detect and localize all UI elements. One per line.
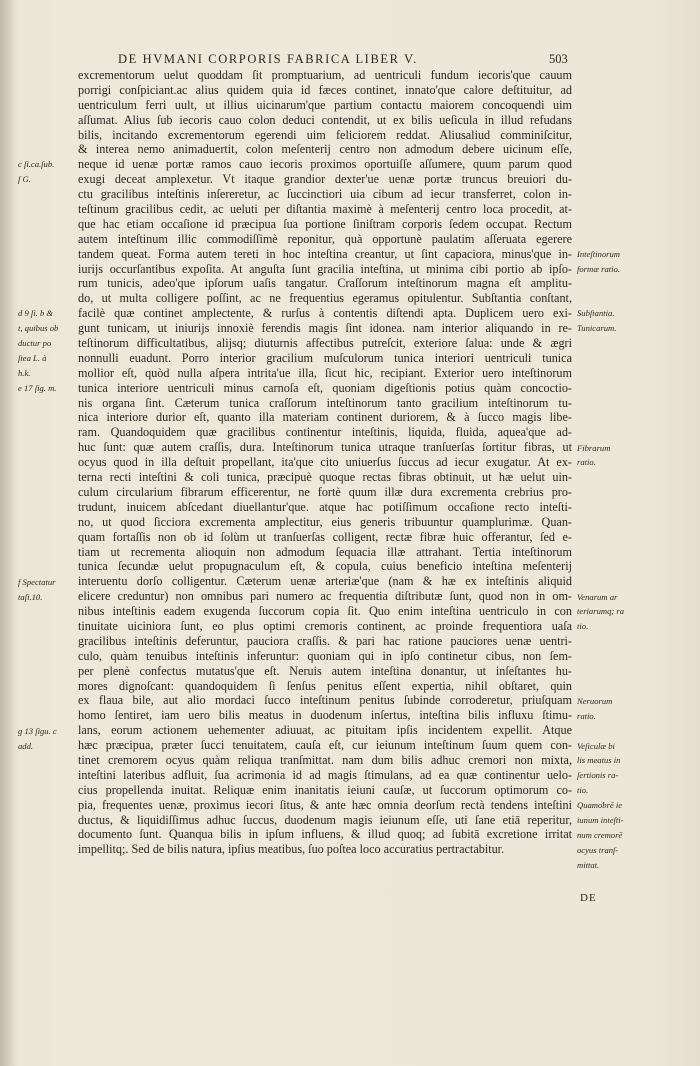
- right-margin-note: Quamobrē ie: [577, 800, 623, 811]
- right-margin-note: tio.: [577, 621, 589, 632]
- text-line: gracilibus inteſtinis deferuntur, pauciora craſſis. & pari hac ratione pauciores uenæ uentri-: [78, 633, 572, 648]
- left-margin-note: e 17 ſig. m.: [18, 382, 57, 393]
- left-margin-note: add.: [18, 740, 34, 751]
- text-line: culo, quàm tenuibus inteſtinis inferuntur: quoniam qui in ipſo continetur cibus, non ſem-: [78, 648, 572, 663]
- text-line: do, ut multa colligere poſſint, ac ne frequentius egeramus opitulentur. Subſtantia conſtant,: [78, 291, 572, 306]
- left-margin-note: h.k.: [18, 368, 31, 378]
- catchword: DE: [580, 892, 597, 904]
- text-line: tunica interiore uentriculi minus carnoſa eſt, quoniam digeſtionis potius quàm concoctio-: [78, 380, 572, 395]
- right-margin-note: Venarum ar: [577, 591, 618, 602]
- text-line: trudunt, inuicem abſcedant diuellantur'que. atque hac potiſſimum occaſione recto inteſti-: [78, 499, 572, 514]
- left-margin-note: t, quibus ob: [18, 323, 59, 334]
- right-margin-note: Neruorum: [577, 695, 613, 706]
- text-line: neque id uenæ portæ ramos cauo iecoris proximos oportuiſſe aſſumere, quum parum quod: [78, 157, 572, 172]
- text-line: aſſumat. Alius ſub iecoris cauo colon deduci contendit, ut ex bilis ueſicula in illud refudans: [78, 112, 572, 127]
- text-line: documento ſunt. Quanqua bilis in ipſum influens, & illud quoq; ad ſubitā excretione irritat: [78, 827, 572, 842]
- right-margin-note: Tunicarum.: [577, 323, 617, 334]
- text-line: terna recti inteſtini & coli tunica, præcipuè quoque rectas fibras obtinuit, ut hæ uelut uin-: [78, 470, 572, 485]
- text-line: nis organa ſint. Cæterum tunica craſſorum inteſtinorum tanto gracilium inteſtinorum tu-: [78, 395, 572, 410]
- right-margin-note: lis meatus in: [577, 755, 621, 766]
- right-margin-note: mittat.: [577, 859, 600, 870]
- left-margin-note: ſtea L. à: [18, 353, 47, 364]
- text-line: nibus inteſtinis eadem exugenda ſuccorum copia ſit. Quo enim inteſtina uentriculo in con: [78, 604, 572, 619]
- right-margin-note: ſertionis ra-: [577, 770, 619, 781]
- right-margin-note: teriarumq; ra: [577, 606, 625, 617]
- text-line: exugi deceat amplexetur. Vt itaque grandior dexter'ue uenæ portæ truncus breuiori du-: [78, 172, 572, 187]
- text-line: que hac etiam occaſione id præcipua ſua portione ſiniſtram corporis ſedem occupat. Rectum: [78, 216, 572, 231]
- binding-shadow: [0, 0, 18, 1066]
- text-line: teſtinum gracilibus cedit, ac ueluti per diſtantia maximè à meſenterij centro loca procedit, at-: [78, 202, 572, 217]
- text-line: homo ſentiret, iam uero bilis meatus in duodenum inſertus, inteſtina bilis influxu ſtimu-: [78, 708, 572, 723]
- right-margin-note: Subſtantia.: [577, 308, 615, 319]
- right-margin-note: ratio.: [577, 457, 596, 468]
- text-line: uentriculum ferri uult, ut illius uicinarum'que partium contactu maiorem concoquendi uim: [78, 97, 572, 112]
- running-head: DE HVMANI CORPORIS FABRICA LIBER V.: [118, 52, 418, 66]
- text-line: tandem queat. Forma autem tereti in hoc inteſtina creantur, ut ſint capaciora, minus'que in-: [78, 246, 572, 261]
- left-margin-note: ſ G.: [18, 174, 31, 185]
- text-line: no, ut quod ſicciora excrementa amplectitur, eius generis tribuuntur quamplurimæ. Quan-: [78, 514, 572, 529]
- right-margin-note: Inteſtinorum: [577, 248, 620, 259]
- text-line: culum circularium fibrarum efficerentur, ne fortè quum illæ dura excrementa crebrius pro-: [78, 484, 572, 499]
- text-line: per plenè confectus mutatus'que eſt. Neruis autem inteſtina donantur, ut inſeſtantes hu-: [78, 663, 572, 678]
- right-margin-note: iunum inteſti-: [577, 815, 624, 825]
- text-line: iurijs occurſantibus expoſita. At anguſta ſunt gracilia inteſtina, ut minima cibi portio ab ipſo-: [78, 261, 572, 276]
- right-margin-note: formæ ratio.: [577, 263, 620, 274]
- text-line: ctu gracilibus inteſtinis inſereretur, ac ſuccinctiori uia cibum ad iecur transferret, colon in-: [78, 187, 572, 202]
- text-line: nonnulli euadunt. Porro interior gracilium muſculorum tunica interiori uentriculi tunica: [78, 350, 572, 365]
- text-line: porrigi conſpiciant.ac alius quidem quia id fæces continet, innato'que calore deſtituitur, ad: [78, 82, 572, 97]
- left-margin-note: g 13 ſigu. c: [18, 725, 57, 736]
- text-line: nica interiore durior eſt, quanto illa materiam continent duriorem, & à ſucco magis libe-: [78, 410, 572, 425]
- text-line: mollior eſt, quòd nulla aſpera intrita'ue illa, ſicut hic, recipiant. Exterior uero inteſtinorum: [78, 365, 572, 380]
- text-line: & interea nemo animaduertit, colon meſenterij centro non admodum debere uicinum eſſe,: [78, 142, 572, 157]
- text-line: tunica ſecundæ uelut propugnaculum eſt, & copula, cuius beneficio inteſtina meſenterij: [78, 559, 572, 574]
- text-line: autem inteſtinum illic commodiſſimè reponitur, quà opportunè paulatim aſſeruata egerere: [78, 231, 572, 246]
- text-line: pia, frequentes uenæ, proximus iecori ſitus, & ante hæc omnia deorſum rectà tendens inteſtini: [78, 797, 572, 812]
- right-margin-note: tio.: [577, 785, 589, 796]
- left-margin-note: f Spectatur: [18, 576, 56, 587]
- left-margin-note: taſi.10.: [18, 591, 43, 602]
- text-line: huc ſunt: quæ autem craſſis, dura. Inteſtinorum tunica utraque tranſuerſas ſortitur fibras, ut: [78, 440, 572, 455]
- right-margin-note: Fibrarum: [577, 442, 611, 453]
- text-line: facilè quæ continet amplectente, & rurſus à contentis diſtendi apta. Duplicem uero exi-: [78, 306, 572, 321]
- text-line: tiam ut recrementa alioquin non admodum ſequacia illæ attrahant. Tertia inteſtinorum: [78, 544, 572, 559]
- text-line: hæc præcipua, præter ſucci tenuitatem, cauſa eſt, cur ieiunum inteſtinum ſuum quem con-: [78, 738, 572, 753]
- text-line: elicere creduntur) non omnibus pari numero ac frequentia diſtributæ ſunt, quod non in om-: [78, 589, 572, 604]
- text-line: tinet cremorem ocyus quàm reliqua tranſmittat. nam dum bilis adhuc cremori non mixta,: [78, 752, 572, 767]
- text-line: excrementorum uelut quoddam ſit promptuarium, ad uentriculi fundum iecoris'que cauum: [78, 68, 572, 82]
- text-line: gunt tunicam, ut iniurijs innoxiè ferendis magis ſint idonea. nam interior aliquando in re-: [78, 321, 572, 336]
- text-line: cius propellenda inuitat. Reliquæ enim inanitatis ieiuni cauſæ, ut ſuccorum optimorum co-: [78, 782, 572, 797]
- text-line: bilis, incitando excrementorum egerendi uim feliciorem reddat. Aliusaliud comminiſcitur,: [78, 127, 572, 142]
- text-line: ram. Quandoquidem quæ gracilibus continentur inteſtinis, liquida, fluida, aquea'que ad-: [78, 425, 572, 440]
- text-line: rum tunicis, adeo'que ipſorum uaſis tangatur. Craſſorum inteſtinorum magna eſt amplitu-: [78, 276, 572, 291]
- right-margin-note: ratio.: [577, 710, 596, 721]
- page-number: 503: [549, 52, 568, 66]
- text-line: impellitq;. Sed de bilis natura, ipſius meatibus, ſuo poſtea loco accuratius pertractabitur.: [78, 842, 505, 857]
- left-margin-note: ductur po: [18, 338, 52, 349]
- text-line: inteſtini lateribus adfluit, ſua acrimonia id ad magis ſtimulans, ad ea quæ continentur uelo-: [78, 767, 572, 782]
- text-line: tinuitate uiciniora ſunt, eo plus optimi cremoris continent, ac proinde frequentiora uaſa: [78, 618, 572, 633]
- text-line: teſtinorum difficultatibus, alijsq; diuturnis affectibus putreſcit, exteriore ſalua: unde & ægri: [78, 336, 572, 351]
- text-line: mores dignoſcant: quandoquidem ſi ſenſus penitus eſſent expertia, nihil obſtaret, quin: [78, 678, 572, 693]
- text-line: ocyus quod in illa deſtuit propellant, ita'que cito uniuerſus ſuccus ad iecur exugatur. At ex-: [78, 455, 572, 470]
- left-margin-note: d 9 ſi. b &: [18, 308, 54, 319]
- text-line: quam fortaſſis non ob id ſolùm ut tranſuerſas colligent, rectæ fibræ huic offerantur, ſed e-: [78, 529, 572, 544]
- text-line: interuentu dorſo colligentur. Cæterum uenæ arteriæ'que (nam & hæ ex inteſtinis aliquid: [78, 574, 572, 589]
- right-margin-note: ocyus tranſ-: [577, 844, 619, 855]
- right-margin-note: Veſiculæ bi: [577, 740, 615, 751]
- main-text-column: [78, 68, 572, 857]
- text-line: lans, eorum actionem uehementer adiuuat, ac pituitam ipſis incidentem expellit. Atque: [78, 723, 572, 738]
- right-margin-note: num cremorē: [577, 829, 623, 840]
- text-line: ductus, & liquidiſſimus adhuc ſuccus, duodenum magis ieiunum eſſe, uti ſane etiā reperitur,: [78, 812, 572, 827]
- text-line: ex flaua bile, aut alio mordaci ſucco inteſtinum penitus ſubinde corroderetur, priuſquam: [78, 693, 572, 708]
- left-margin-note: c ſi.ca.ſub.: [18, 159, 55, 170]
